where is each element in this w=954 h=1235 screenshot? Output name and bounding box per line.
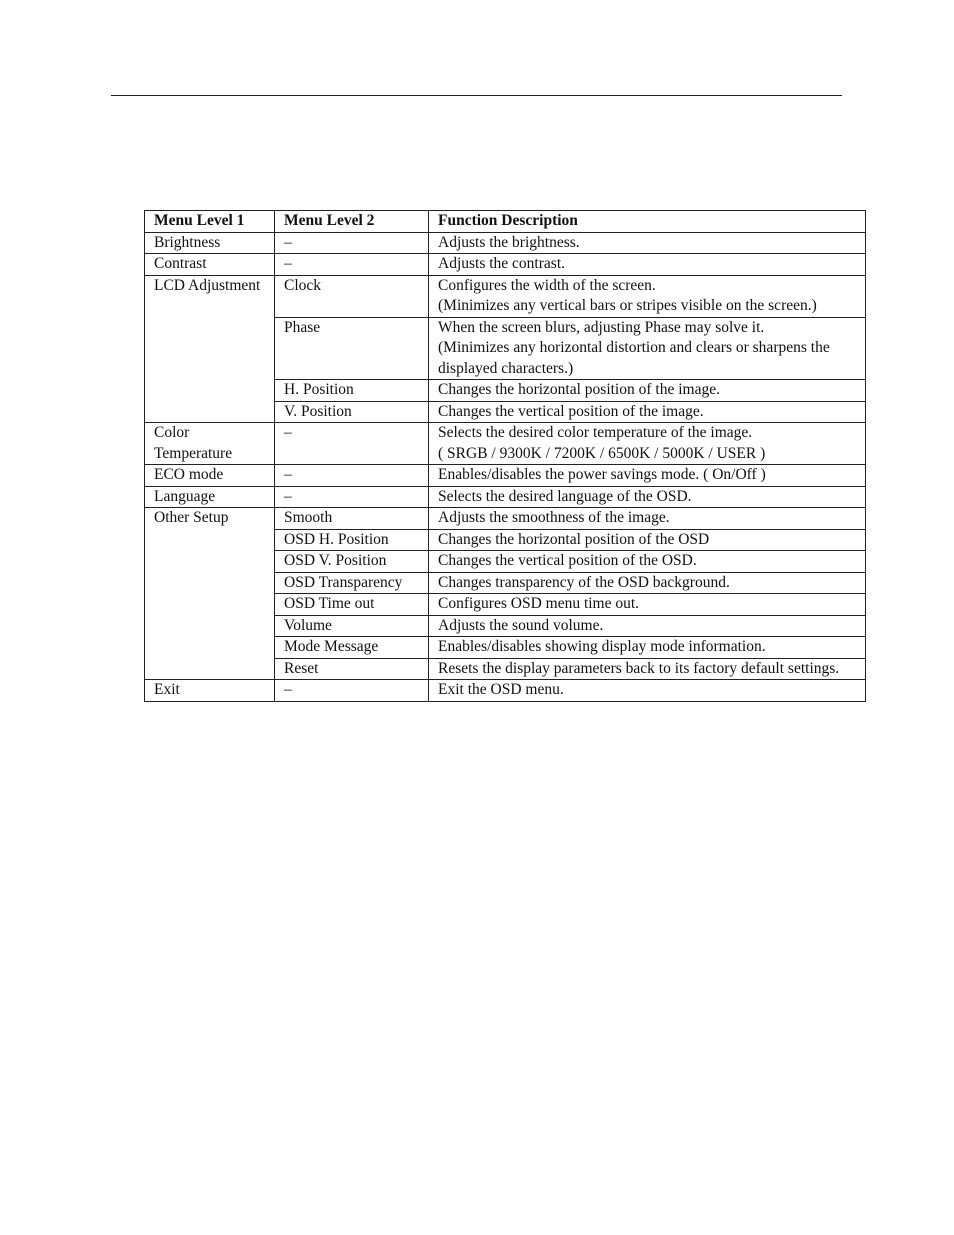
table-row — [145, 423, 866, 465]
menu-level-2-cell: Mode Message — [275, 637, 429, 659]
function-description-cell: Selects the desired language of the OSD. — [429, 486, 866, 508]
function-description-cell: Resets the display parameters back to its factory default settings. — [429, 658, 866, 680]
menu-level-1-cell: Brightness — [145, 232, 275, 254]
menu-level-2-cell: OSD Transparency — [275, 572, 429, 594]
function-description-cell: Adjusts the brightness. — [429, 232, 866, 254]
menu-level-2-cell: Smooth — [275, 508, 429, 530]
menu-level-2-cell: H. Position — [275, 380, 429, 402]
menu-level-2-cell: OSD Time out — [275, 594, 429, 616]
function-description-cell: Changes the horizontal position of the image. — [429, 380, 866, 402]
table-header — [145, 211, 866, 233]
function-description-cell: Selects the desired color temperature of the image. ( SRGB / 9300K / 7200K / 6500K / 5000K / USER ) — [429, 423, 866, 465]
function-description-cell: Changes the vertical position of the image. — [429, 401, 866, 423]
menu-level-1-cell: ECO mode — [145, 465, 275, 487]
table-row — [145, 232, 866, 254]
menu-level-1-cell: LCD Adjustment — [145, 275, 275, 423]
function-description-cell: Enables/disables showing display mode information. — [429, 637, 866, 659]
menu-level-2-cell: – — [275, 680, 429, 702]
function-description-cell: Enables/disables the power savings mode. ( On/Off ) — [429, 465, 866, 487]
menu-level-1-cell: Color Temperature — [145, 423, 275, 465]
function-description-cell: Configures OSD menu time out. — [429, 594, 866, 616]
table-body — [145, 232, 866, 701]
table-row — [145, 508, 866, 530]
function-description-cell: Changes the horizontal position of the OSD — [429, 529, 866, 551]
table-row — [145, 275, 866, 317]
menu-level-2-cell: V. Position — [275, 401, 429, 423]
menu-level-2-cell: OSD V. Position — [275, 551, 429, 573]
function-description-cell: Changes the vertical position of the OSD. — [429, 551, 866, 573]
function-description-cell: Configures the width of the screen. (Minimizes any vertical bars or stripes visible on the screen.) — [429, 275, 866, 317]
menu-level-2-cell: Volume — [275, 615, 429, 637]
menu-level-2-cell: – — [275, 254, 429, 276]
menu-level-2-cell: Phase — [275, 317, 429, 380]
table-row — [145, 680, 866, 702]
function-description-cell: Changes transparency of the OSD background. — [429, 572, 866, 594]
menu-level-2-cell: OSD H. Position — [275, 529, 429, 551]
osd-menu-table — [144, 210, 866, 702]
function-description-cell: Adjusts the sound volume. — [429, 615, 866, 637]
menu-level-2-cell: Reset — [275, 658, 429, 680]
table-row — [145, 254, 866, 276]
table-row — [145, 486, 866, 508]
menu-level-2-cell: – — [275, 232, 429, 254]
menu-level-1-cell: Language — [145, 486, 275, 508]
header-menu-level-1: Menu Level 1 — [145, 211, 275, 233]
menu-level-2-cell: – — [275, 465, 429, 487]
menu-level-1-cell: Exit — [145, 680, 275, 702]
menu-level-2-cell: Clock — [275, 275, 429, 317]
function-description-cell: Exit the OSD menu. — [429, 680, 866, 702]
function-description-cell: Adjusts the smoothness of the image. — [429, 508, 866, 530]
function-description-cell: When the screen blurs, adjusting Phase may solve it. (Minimizes any horizontal distortion and clears or sharpens the displayed characters.) — [429, 317, 866, 380]
header-row — [145, 211, 866, 233]
header-rule — [111, 95, 842, 96]
menu-level-2-cell: – — [275, 486, 429, 508]
function-description-cell: Adjusts the contrast. — [429, 254, 866, 276]
header-function-description: Function Description — [429, 211, 866, 233]
menu-level-1-cell: Other Setup — [145, 508, 275, 680]
table-row — [145, 465, 866, 487]
menu-level-1-cell: Contrast — [145, 254, 275, 276]
header-menu-level-2: Menu Level 2 — [275, 211, 429, 233]
menu-level-2-cell: – — [275, 423, 429, 465]
